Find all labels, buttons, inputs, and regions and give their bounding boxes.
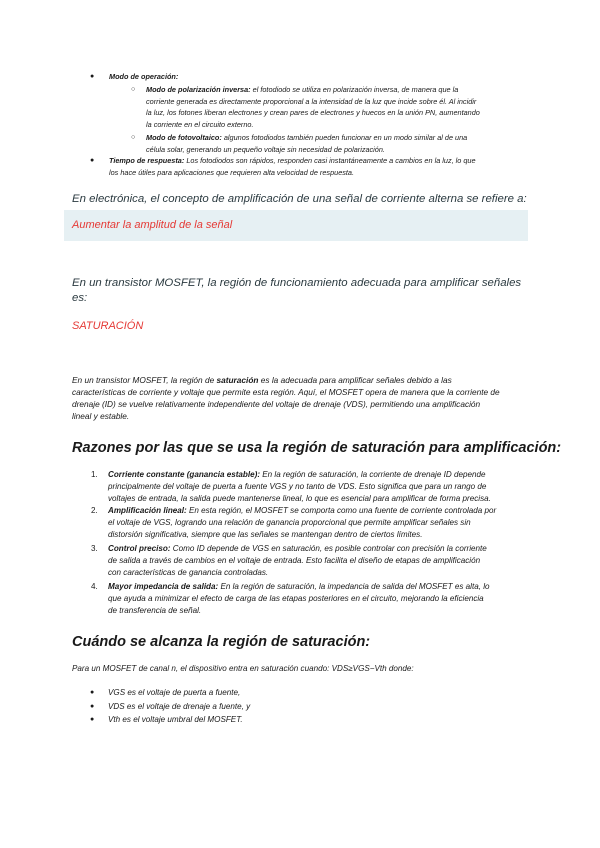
condition-text: VGS es el voltaje de puerta a fuente, xyxy=(108,688,241,697)
explanation-text: es la adecuada para amplificar señales debido a las xyxy=(258,375,452,385)
bullet-circle: ○ xyxy=(131,134,136,141)
reason-number: 1. xyxy=(91,470,98,479)
sub-bullet-label: Modo de fotovoltaico: xyxy=(146,133,222,142)
sub-bullet-label: Modo de polarización inversa: xyxy=(146,85,251,94)
sub-bullet-fotovoltaico xyxy=(131,132,536,155)
explanation-bold: saturación xyxy=(216,375,259,385)
explanation-text: En un transistor MOSFET, la región de xyxy=(72,375,217,385)
reason-item-1 xyxy=(91,469,528,505)
section-heading-cuando: Cuándo se alcanza la región de saturación: xyxy=(72,634,371,650)
sub-bullet-text: corriente generada es directamente proporcional a la intensidad de la luz que incide sobre él. Al incidir xyxy=(146,96,477,106)
reason-label: Corriente constante (ganancia estable): xyxy=(108,470,261,479)
sub-bullet-text: el fotodiodo se utiliza en polarización inversa, de manera que la xyxy=(250,85,459,94)
reason-text: distorsión significativa, siempre que las señales se mantengan dentro de ciertos límites. xyxy=(108,529,423,539)
question-mosfet-region xyxy=(72,276,542,305)
question-line: es: xyxy=(72,291,88,304)
bullet-modo-operacion xyxy=(90,71,179,83)
bullet-dot: ● xyxy=(90,689,95,696)
condition-bullet xyxy=(90,714,243,726)
condition-bullet xyxy=(90,701,251,713)
reason-item-3 xyxy=(91,543,528,579)
explanation-text: lineal y estable. xyxy=(72,411,130,421)
bullet-dot: ● xyxy=(90,157,95,164)
sub-bullet-text: algunos fotodiodos también pueden funcionar en un modo similar al de una xyxy=(221,133,468,142)
sub-bullet-polarizacion-inversa xyxy=(131,84,536,130)
sub-bullet-text: célula solar, generando un pequeño voltaje sin necesidad de polarización. xyxy=(146,144,385,154)
saturation-condition-intro: Para un MOSFET de canal n, el dispositivo entra en saturación cuando: VDS≥VGS−Vth donde: xyxy=(72,664,414,673)
reason-item-4 xyxy=(91,581,528,617)
bullet-tiempo-respuesta xyxy=(90,155,539,178)
explanation-text: características de corriente y voltaje que permite esta región. Aquí, el MOSFET opera de manera que la corriente de xyxy=(72,387,500,397)
reason-text: de salida a través de cambios en el voltaje de entrada. Esto facilita el diseño de etapas de amplificación xyxy=(108,555,481,565)
bullet-circle: ○ xyxy=(131,86,136,93)
sub-bullet-text: la corriente en el circuito externo. xyxy=(146,119,254,129)
tiempo-respuesta-label: Tiempo de respuesta: xyxy=(109,156,185,165)
answer-mosfet-region: SATURACIÓN xyxy=(72,320,144,332)
reason-number: 2. xyxy=(91,506,98,515)
condition-bullet xyxy=(90,687,241,699)
answer-amplificacion: Aumentar la amplitud de la señal xyxy=(72,219,233,231)
condition-text: VDS es el voltaje de drenaje a fuente, y xyxy=(108,702,251,711)
reason-label: Amplificación lineal: xyxy=(108,506,187,515)
reason-text: de transferencia de señal. xyxy=(108,605,202,615)
reason-text: voltajes de entrada, la salida puede mantenerse lineal, lo que es esencial para amplificar de forma precisa. xyxy=(108,493,491,503)
reason-text: con características de ganancia controladas. xyxy=(108,567,269,577)
tiempo-respuesta-text: los hace útiles para aplicaciones que requieren alta velocidad de respuesta. xyxy=(109,167,355,177)
explanation-text: drenaje (ID) se vuelve relativamente independiente del voltaje de drenaje (VDS), permitiendo una amplificación xyxy=(72,399,481,409)
section-heading-razones: Razones por las que se usa la región de saturación para amplificación: xyxy=(72,440,562,456)
tiempo-respuesta-text: Los fotodiodos son rápidos, responden casi instantáneamente a cambios en la luz, lo que xyxy=(184,156,476,165)
reason-text: el voltaje de VGS, logrando una relación de ganancia proporcional que permite amplificar señales sin xyxy=(108,517,471,527)
modo-operacion-label: Modo de operación: xyxy=(109,72,179,81)
reason-text: En la región de saturación, la impedancia de salida del MOSFET es alta, lo xyxy=(218,582,490,591)
condition-text: Vth es el voltaje umbral del MOSFET. xyxy=(108,715,243,724)
bullet-dot: ● xyxy=(90,716,95,723)
reason-label: Control preciso: xyxy=(108,544,171,553)
bullet-dot: ● xyxy=(90,73,95,80)
reason-text: En esta región, el MOSFET se comporta como una fuente de corriente controlada por xyxy=(186,506,497,515)
reason-item-2 xyxy=(91,505,528,541)
reason-text: Como ID depende de VGS en saturación, es posible controlar con precisión la corriente xyxy=(170,544,487,553)
explanation-paragraph xyxy=(72,374,532,422)
reason-text: que ayuda a minimizar el efecto de carga de las etapas posteriores en el circuito, mejorando la eficiencia xyxy=(108,593,484,603)
question-amplificacion: En electrónica, el concepto de amplificación de una señal de corriente alterna se refiere a: xyxy=(72,193,527,205)
reason-text: principalmente del voltaje de puerta a fuente VGS y no tanto de VDS. Esto significa que para un rango de xyxy=(108,481,487,491)
question-line: En un transistor MOSFET, la región de funcionamiento adecuada para amplificar señales xyxy=(72,277,522,289)
reason-number: 4. xyxy=(91,582,98,591)
bullet-dot: ● xyxy=(90,703,95,710)
reason-text: En la región de saturación, la corriente de drenaje ID depende xyxy=(260,470,486,479)
sub-bullet-text: la luz, los fotones liberan electrones y crean pares de electrones y huecos en la unión PN, aumentando xyxy=(146,108,480,118)
reason-number: 3. xyxy=(91,544,98,553)
reason-label: Mayor impedancia de salida: xyxy=(108,582,219,591)
